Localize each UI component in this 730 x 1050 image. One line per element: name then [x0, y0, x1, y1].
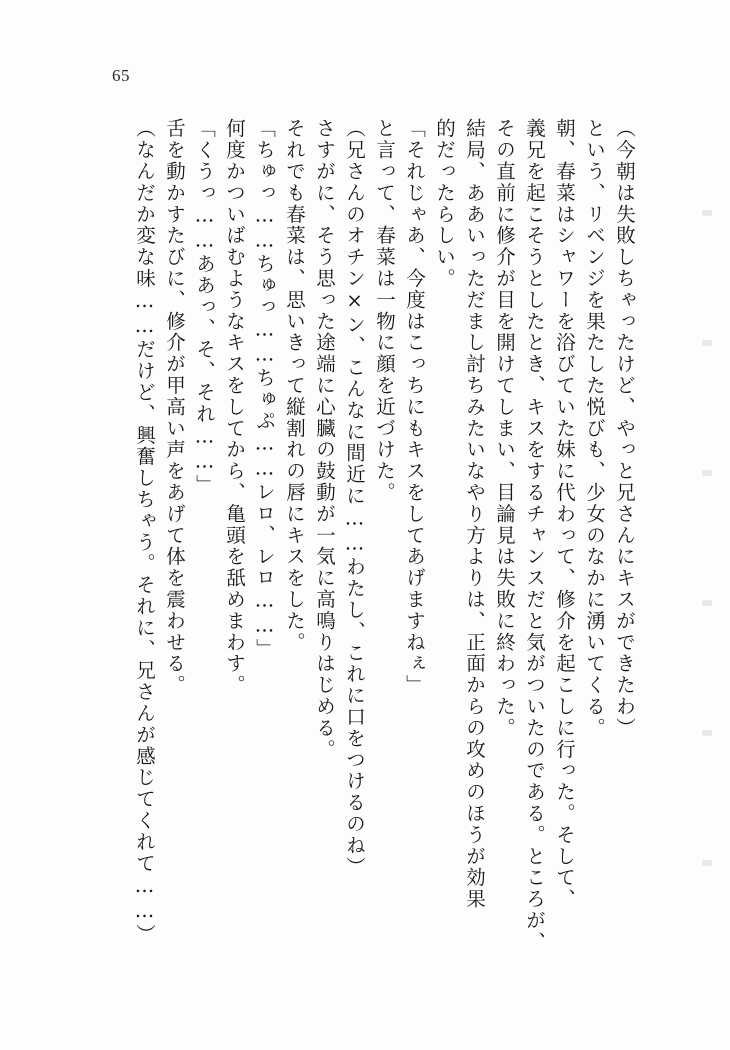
- body-text-block: [96, 118, 636, 953]
- body-text-line: さすがに、そう思った途端に心臓の鼓動が一気に高鳴りはじめる。: [313, 118, 336, 760]
- page-number: 65: [112, 66, 130, 85]
- body-text-line: 的だったらしい。: [433, 118, 456, 290]
- body-text-line: という、リベンジを果たした悦びも、少女のなかに湧いてくる。: [583, 118, 606, 739]
- paper-bleed-mark: [702, 860, 712, 866]
- body-text-line: 何度かついばむようなキスをしてから、亀頭を舐めまわす。: [223, 118, 246, 696]
- body-text-line: （なんだか変な味……だけど、興奮しちゃう。それに、兄さんが感じてくれて……）: [133, 118, 156, 946]
- body-text-line: 朝、春菜はシャワーを浴びていた妹に代わって、修介を起こしに行った。そして、: [553, 118, 576, 910]
- body-text-line: 「ちゅっ……ちゅっ……ちゅぷ……レロ、レロ……」: [253, 118, 276, 660]
- body-text-line: 結局、ああいっただまし討ちみたいなやり方よりは、正面からの攻めのほうが効果: [463, 118, 486, 910]
- paper-bleed-mark: [702, 730, 712, 736]
- body-text-line: 義兄を起こそうとしたとき、キスをするチャンスだと気がついたのである。ところが、: [523, 118, 546, 953]
- paper-bleed-mark: [702, 600, 712, 606]
- paper-bleed-mark: [702, 340, 712, 346]
- body-text-line: （兄さんのオチン×ン、こんなに間近に……わたし、これに口をつけるのね）: [343, 118, 366, 878]
- body-text-line: その直前に修介が目を開けてしまい、目論見は失敗に終わった。: [493, 118, 516, 739]
- paper-bleed-mark: [702, 210, 712, 216]
- paper-bleed-mark: [702, 470, 712, 476]
- body-text-line: と言って、春菜は一物に顔を近づけた。: [373, 118, 396, 504]
- body-text-line: それでも春菜は、思いきって縦割れの唇にキスをした。: [283, 118, 306, 653]
- body-text-line: （今朝は失敗しちゃったけど、やっと兄さんにキスができたわ）: [613, 118, 636, 739]
- body-text-line: 舌を動かすたびに、修介が甲高い声をあげて体を震わせる。: [163, 118, 186, 696]
- body-text-line: 「くうっ……ああっ、そ、それ……」: [193, 118, 216, 496]
- body-text-line: 「それじゃあ、今度はこっちにもキスをしてあげますねぇ」: [403, 118, 426, 696]
